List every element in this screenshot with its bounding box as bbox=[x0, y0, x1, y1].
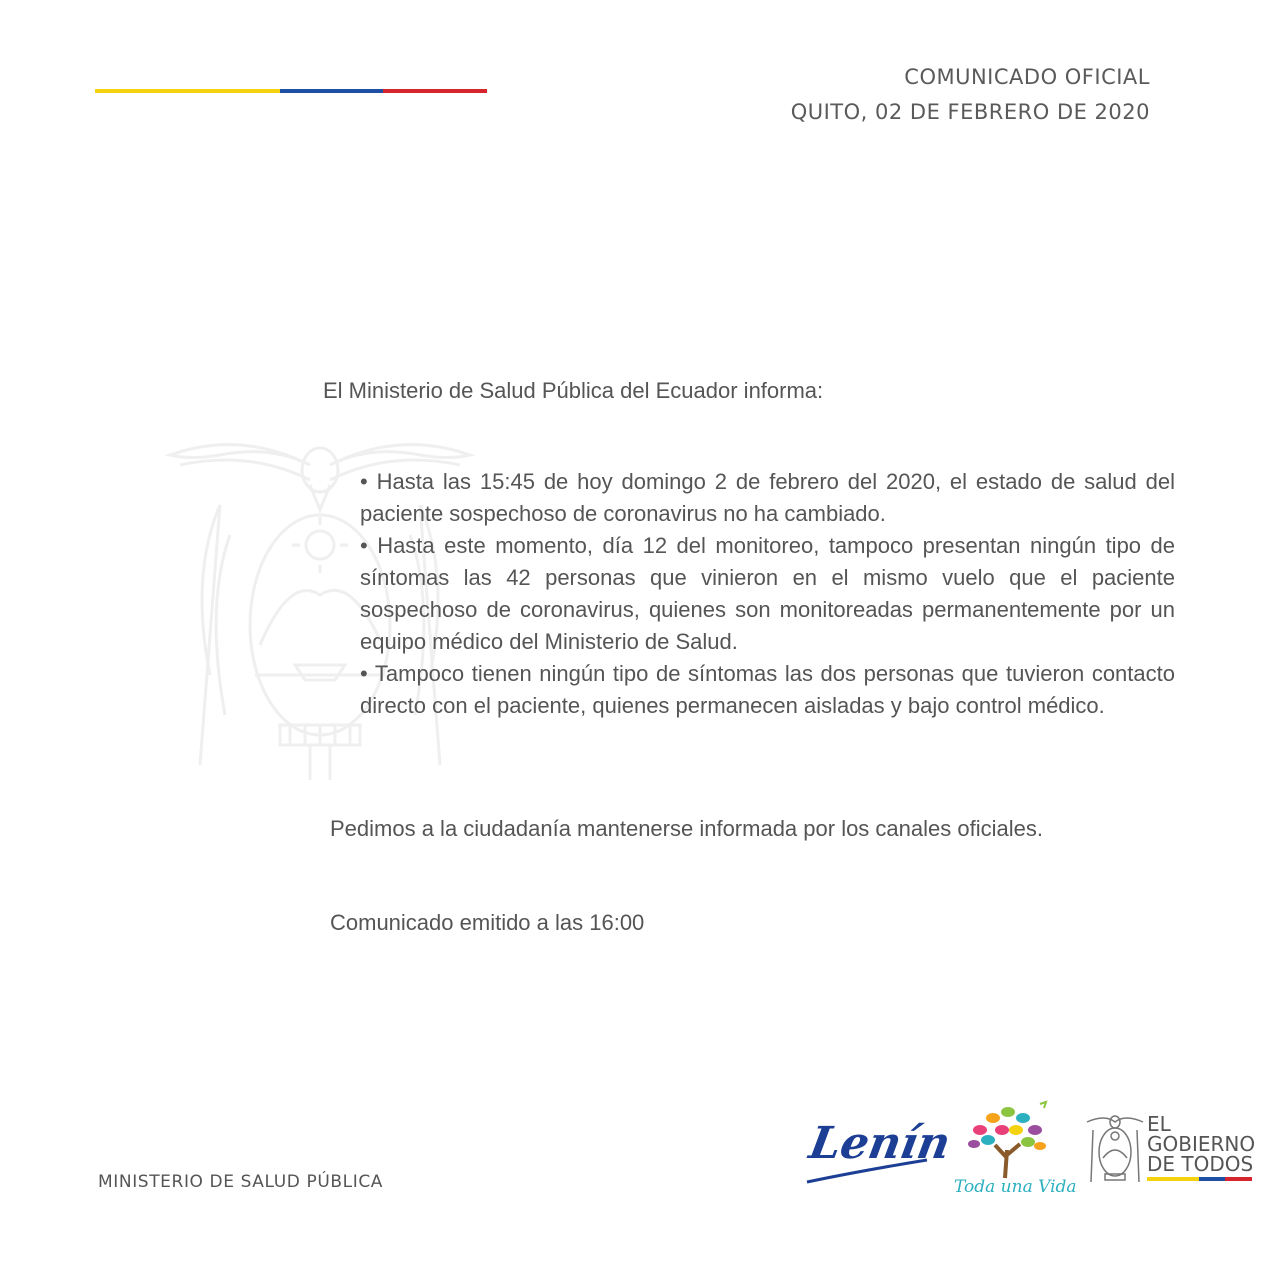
bullet-list bbox=[360, 466, 1175, 722]
gobierno-stripe-yellow bbox=[1147, 1177, 1199, 1181]
header-date: QUITO, 02 DE FEBRERO DE 2020 bbox=[790, 100, 1150, 124]
flag-stripe-red bbox=[383, 89, 487, 93]
gobierno-logo-text bbox=[1147, 1114, 1255, 1174]
tree-logo-caption: Toda una Vida bbox=[954, 1177, 1077, 1197]
intro-text: El Ministerio de Salud Pública del Ecuador informa: bbox=[323, 378, 824, 403]
gobierno-flag-stripe bbox=[1147, 1177, 1252, 1181]
issued-time-text: Comunicado emitido a las 16:00 bbox=[330, 910, 645, 935]
flag-stripe-yellow bbox=[95, 89, 280, 93]
gobierno-stripe-blue bbox=[1199, 1177, 1225, 1181]
header-block bbox=[791, 60, 1150, 130]
bullet-item: • Hasta las 15:45 de hoy domingo 2 de febrero del 2020, el estado de salud del paciente sospechoso de coronavirus no ha cambiado. bbox=[360, 469, 1175, 526]
lenin-swoosh-icon bbox=[805, 1120, 930, 1185]
request-text: Pedimos a la ciudadanía mantenerse informada por los canales oficiales. bbox=[330, 816, 1043, 841]
bullet-item: • Hasta este momento, día 12 del monitoreo, tampoco presentan ningún tipo de síntomas las 42 personas que vinieron en el mismo vuelo que el paciente sospechoso de coronavirus, quienes son monitoreadas permanentemente por un equipo médico del Ministerio de Salud. bbox=[360, 533, 1175, 654]
header-title: COMUNICADO OFICIAL bbox=[904, 65, 1150, 89]
flag-stripe bbox=[95, 89, 487, 93]
gobierno-line: EL bbox=[1147, 1112, 1171, 1136]
tree-logo-icon bbox=[960, 1100, 1055, 1180]
gobierno-line: GOBIERNO bbox=[1147, 1132, 1256, 1156]
gobierno-crest-icon bbox=[1085, 1112, 1145, 1184]
ministry-name: MINISTERIO DE SALUD PÚBLICA bbox=[98, 1172, 384, 1192]
lenin-logo: Lenín bbox=[805, 1118, 955, 1169]
gobierno-line: DE TODOS bbox=[1147, 1152, 1254, 1176]
flag-stripe-blue bbox=[280, 89, 383, 93]
bullet-item: • Tampoco tienen ningún tipo de síntomas las dos personas que tuvieron contacto directo con el paciente, quienes permanecen aisladas y bajo control médico. bbox=[360, 661, 1175, 718]
gobierno-stripe-red bbox=[1225, 1177, 1252, 1181]
